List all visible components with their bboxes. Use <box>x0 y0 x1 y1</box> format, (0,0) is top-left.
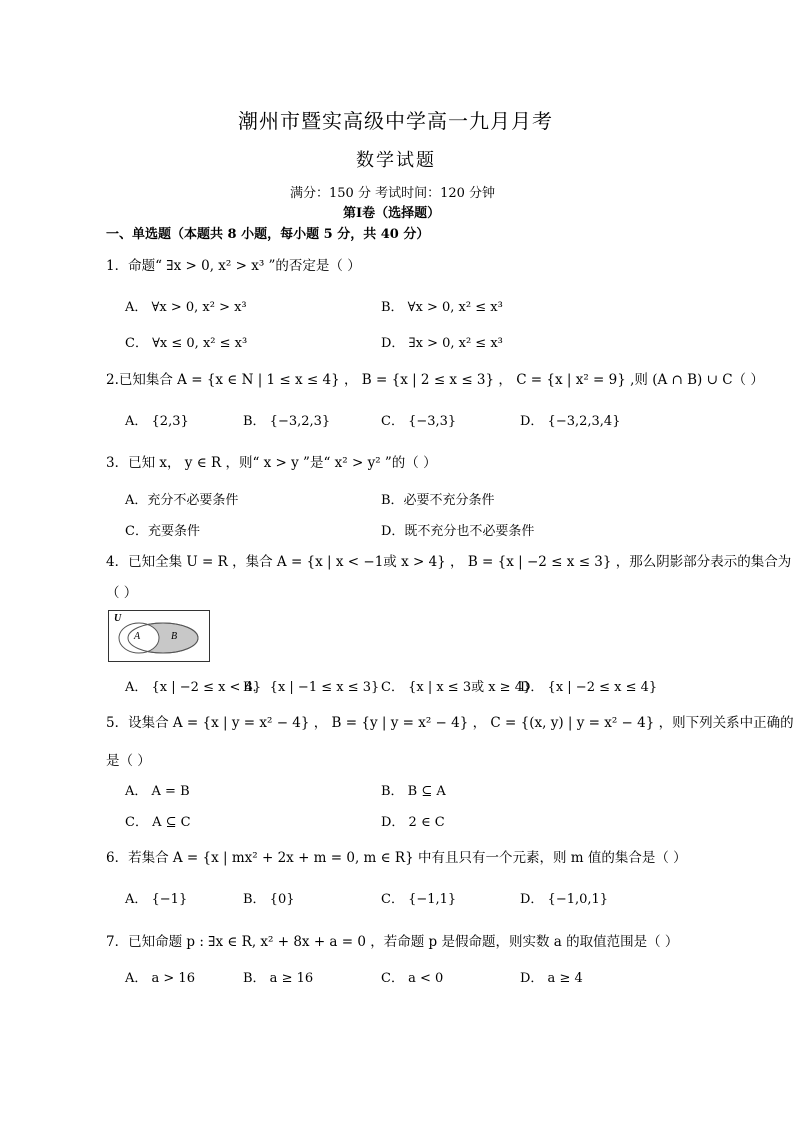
question-2-option-a: A． {2,3} <box>125 414 189 429</box>
question-4-option-a: A． {x | −2 ≤ x < 4} <box>125 680 262 695</box>
question-3-option-c: C．充要条件 <box>125 524 200 539</box>
exam-meta: 满分：150 分 考试时间：120 分钟 <box>290 186 496 201</box>
question-5-option-c: C． A ⊆ C <box>125 815 191 830</box>
question-2-stem: 2.已知集合 A = {x ∈ N | 1 ≤ x ≤ 4} ， B = {x | 2 ≤ x ≤ 3} ， C = {x | x² = 9} ,则 (A ∩ B) ∪ C（ ） <box>106 372 764 388</box>
question-2-option-c: C． {−3,3} <box>381 414 457 429</box>
part-heading: 第Ⅰ卷（选择题） <box>343 206 441 221</box>
question-5-option-a: A． A = B <box>125 784 190 799</box>
question-3-stem: 3．已知 x， y ∈ R ，则“ x > y ”是“ x² > y² ”的（ ） <box>106 455 437 471</box>
question-6-option-b: B． {0} <box>243 892 295 907</box>
question-1-option-b: B． ∀x > 0, x² ≤ x³ <box>381 300 503 315</box>
question-4-option-c: C． {x | x ≤ 3或 x ≥ 4} <box>381 680 532 695</box>
question-7-option-b: B． a ≥ 16 <box>243 971 314 986</box>
section-heading: 一、单选题（本题共 8 小题，每小题 5 分，共 40 分） <box>106 227 430 242</box>
question-7-option-d: D． a ≥ 4 <box>520 971 583 986</box>
question-2-option-d: D． {−3,2,3,4} <box>520 414 621 429</box>
venn-label-b: B <box>171 631 178 642</box>
question-7-option-a: A． a > 16 <box>125 971 195 986</box>
question-5-stem: 5．设集合 A = {x | y = x² − 4} ， B = {y | y = x² − 4} ， C = {(x, y) | y = x² − 4} ，则下列关系中正确的 <box>106 715 794 731</box>
question-3-option-d: D．既不充分也不必要条件 <box>381 524 535 539</box>
exam-title: 潮州市暨实高级中学高一九月月考 <box>238 109 553 133</box>
question-5-stem-continued: 是（ ） <box>106 753 151 769</box>
question-6-option-a: A． {−1} <box>125 892 188 907</box>
question-6-stem: 6．若集合 A = {x | mx² + 2x + m = 0, m ∈ R} 中有且只有一个元素，则 m 值的集合是（ ） <box>106 850 687 866</box>
question-4-stem: 4．已知全集 U = R ，集合 A = {x | x < −1或 x > 4} ， B = {x | −2 ≤ x ≤ 3} ，那么阴影部分表示的集合为 <box>106 554 792 570</box>
question-2-option-b: B． {−3,2,3} <box>243 414 331 429</box>
question-1-option-a: A． ∀x > 0, x² > x³ <box>125 300 247 315</box>
question-6-option-d: D． {−1,0,1} <box>520 892 609 907</box>
question-4-option-b: B． {x | −1 ≤ x ≤ 3} <box>243 680 380 695</box>
question-5-option-b: B． B ⊆ A <box>381 784 446 799</box>
question-1-option-c: C． ∀x ≤ 0, x² ≤ x³ <box>125 336 248 351</box>
question-5-option-d: D． 2 ∈ C <box>381 815 445 830</box>
question-1-option-d: D． ∃x > 0, x² ≤ x³ <box>381 336 503 351</box>
question-1-stem: 1．命题“ ∃x > 0, x² > x³ ”的否定是（ ） <box>106 258 361 274</box>
question-3-option-a: A．充分不必要条件 <box>125 493 239 508</box>
question-3-option-b: B．必要不充分条件 <box>381 493 495 508</box>
question-7-stem: 7．已知命题 p : ∃x ∈ R, x² + 8x + a = 0 ，若命题 p 是假命题，则实数 a 的取值范围是（ ） <box>106 934 679 950</box>
venn-diagram <box>108 610 210 662</box>
question-6-option-c: C． {−1,1} <box>381 892 457 907</box>
venn-label-u: U <box>114 613 122 624</box>
question-4-option-d: D． {x | −2 ≤ x ≤ 4} <box>520 680 658 695</box>
venn-label-a: A <box>134 631 141 642</box>
question-7-option-c: C． a < 0 <box>381 971 444 986</box>
question-4-stem-continued: （ ） <box>106 585 138 601</box>
exam-subtitle: 数学试题 <box>356 150 436 171</box>
